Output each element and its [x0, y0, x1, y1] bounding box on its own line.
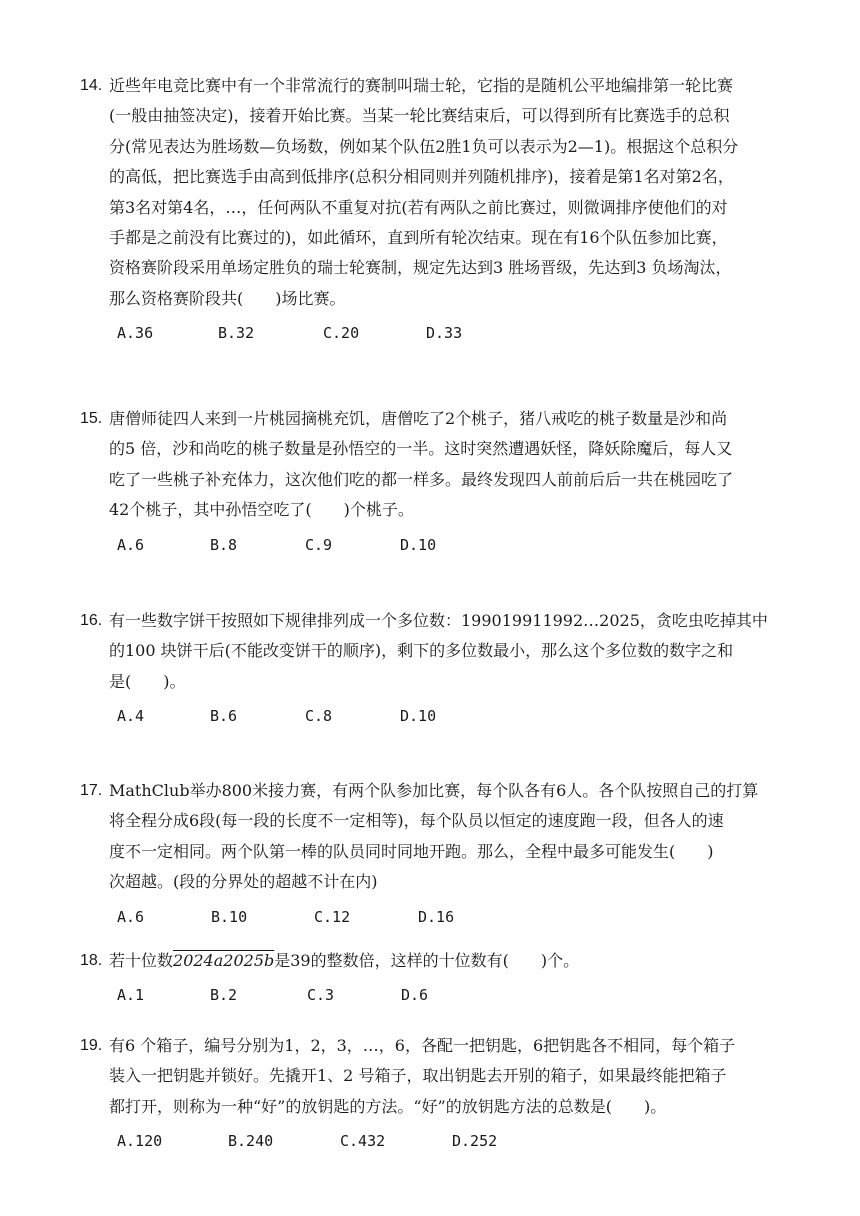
question-text-line: 将全程分成6段(每一段的长度不一定相等)，每个队员以恒定的速度跑一段，但各人的速 [109, 811, 724, 831]
option-a[interactable]: A.6 [117, 535, 145, 554]
question-text-line [109, 946, 579, 976]
question-number: 17. [80, 782, 103, 799]
question-15 [80, 404, 786, 560]
question-text-line: 的100 块饼干后(不能改变饼干的顺序)，剩下的多位数最小，那么这个多位数的数字之和 [109, 641, 734, 661]
option-c[interactable]: C.20 [323, 324, 360, 343]
option-c[interactable]: C.3 [307, 986, 335, 1005]
option-b[interactable]: B.6 [210, 707, 238, 726]
question-number: 18. [80, 952, 103, 969]
option-d[interactable]: D.33 [426, 324, 463, 343]
question-text-line: 次超越。(段的分界处的超越不计在内) [109, 872, 378, 892]
option-d[interactable]: D.10 [400, 707, 437, 726]
answer-options [80, 530, 786, 560]
answer-options [80, 318, 786, 348]
question-text-line: 的5 倍，沙和尚吃的桃子数量是孙悟空的一半。这时突然遭遇妖怪，降妖除魔后，每人又 [109, 439, 733, 459]
option-c[interactable]: C.432 [340, 1132, 386, 1151]
answer-options [80, 1126, 786, 1156]
question-text-line: 都打开，则称为一种“好”的放钥匙的方法。“好”的放钥匙方法的总数是( )。 [109, 1096, 667, 1116]
question-number: 19. [80, 1037, 103, 1054]
option-d[interactable]: D.16 [418, 907, 455, 926]
question-text-before: 若十位数 [109, 951, 174, 970]
question-text-line: 的高低，把比赛选手由高到低排序(总积分相同则并列随机排序)，接着是第1名对第2名， [109, 167, 734, 187]
question-text-line: 是( )。 [109, 671, 186, 691]
option-a[interactable]: A.4 [117, 707, 145, 726]
question-14 [80, 71, 786, 348]
option-a[interactable]: A.1 [117, 986, 145, 1005]
question-text-line: 近些年电竞比赛中有一个非常流行的赛制叫瑞士轮，它指的是随机公平地编排第一轮比赛 [109, 76, 734, 95]
overlined-number: 2024a2025b [173, 951, 275, 970]
option-d[interactable]: D.10 [400, 535, 437, 554]
answer-options [80, 701, 786, 731]
question-text-line: 分(常见表达为胜场数—负场数，例如某个队伍2胜1负可以表示为2—1)。根据这个总积分 [109, 136, 739, 156]
option-d[interactable]: D.6 [401, 986, 429, 1005]
question-text-line: 第3名对第4名，…，任何两队不重复对抗(若有两队之前比赛过，则微调排序使他们的对 [109, 197, 728, 217]
option-a[interactable]: A.36 [117, 324, 154, 343]
question-text-line: 有6 个箱子，编号分别为1，2，3，…，6，各配一把钥匙，6把钥匙各不相同，每个箱子 [109, 1036, 736, 1055]
option-b[interactable]: B.240 [228, 1132, 274, 1151]
question-text-line: 手都是之前没有比赛过的)，如此循环，直到所有轮次结束。现在有16个队伍参加比赛， [109, 227, 728, 247]
question-text-after: 是39的整数倍，这样的十位数有( )个。 [274, 951, 580, 970]
option-c[interactable]: C.8 [305, 707, 333, 726]
question-16 [80, 606, 786, 731]
question-19 [80, 1031, 786, 1156]
question-text-line: 度不一定相同。两个队第一棒的队员同时同地开跑。那么，全程中最多可能发生( ) [109, 841, 714, 861]
question-text-line: 唐僧师徒四人来到一片桃园摘桃充饥，唐僧吃了2个桃子，猪八戒吃的桃子数量是沙和尚 [109, 409, 728, 428]
question-text-line: 42个桃子，其中孙悟空吃了( )个桃子。 [109, 500, 414, 520]
question-17 [80, 776, 786, 932]
question-text-line: MathClub举办800米接力赛，有两个队参加比赛，每个队各有6人。各个队按照自己的打算 [109, 781, 759, 800]
question-text-line: 那么资格赛阶段共( )场比赛。 [109, 288, 346, 308]
option-b[interactable]: B.32 [218, 324, 255, 343]
question-18 [80, 946, 786, 1010]
question-text-line: 吃了一些桃子补充体力，这次他们吃的都一样多。最终发现四人前前后后一共在桃园吃了 [109, 469, 734, 489]
question-text-line: 有一些数字饼干按照如下规律排列成一个多位数：199019911992…2025，贪吃虫吃掉其中 [109, 611, 768, 630]
option-a[interactable]: A.120 [117, 1132, 163, 1151]
option-b[interactable]: B.2 [210, 986, 238, 1005]
option-b[interactable]: B.10 [211, 907, 248, 926]
option-b[interactable]: B.8 [210, 535, 238, 554]
option-c[interactable]: C.12 [314, 907, 351, 926]
question-number: 15. [80, 410, 103, 427]
option-c[interactable]: C.9 [305, 535, 333, 554]
question-text-line: (一般由抽签决定)，接着开始比赛。当某一轮比赛结束后，可以得到所有比赛选手的总积 [109, 106, 730, 126]
answer-options [80, 902, 786, 932]
question-number: 16. [80, 612, 103, 629]
option-a[interactable]: A.6 [117, 907, 145, 926]
question-number: 14. [80, 77, 103, 94]
answer-options [80, 980, 786, 1010]
question-text-line: 资格赛阶段采用单场定胜负的瑞士轮赛制，规定先达到3 胜场晋级，先达到3 负场淘汰， [109, 258, 732, 278]
question-text-line: 装入一把钥匙并锁好。先撬开1、2 号箱子，取出钥匙去开别的箱子，如果最终能把箱子 [109, 1066, 727, 1086]
option-d[interactable]: D.252 [452, 1132, 498, 1151]
